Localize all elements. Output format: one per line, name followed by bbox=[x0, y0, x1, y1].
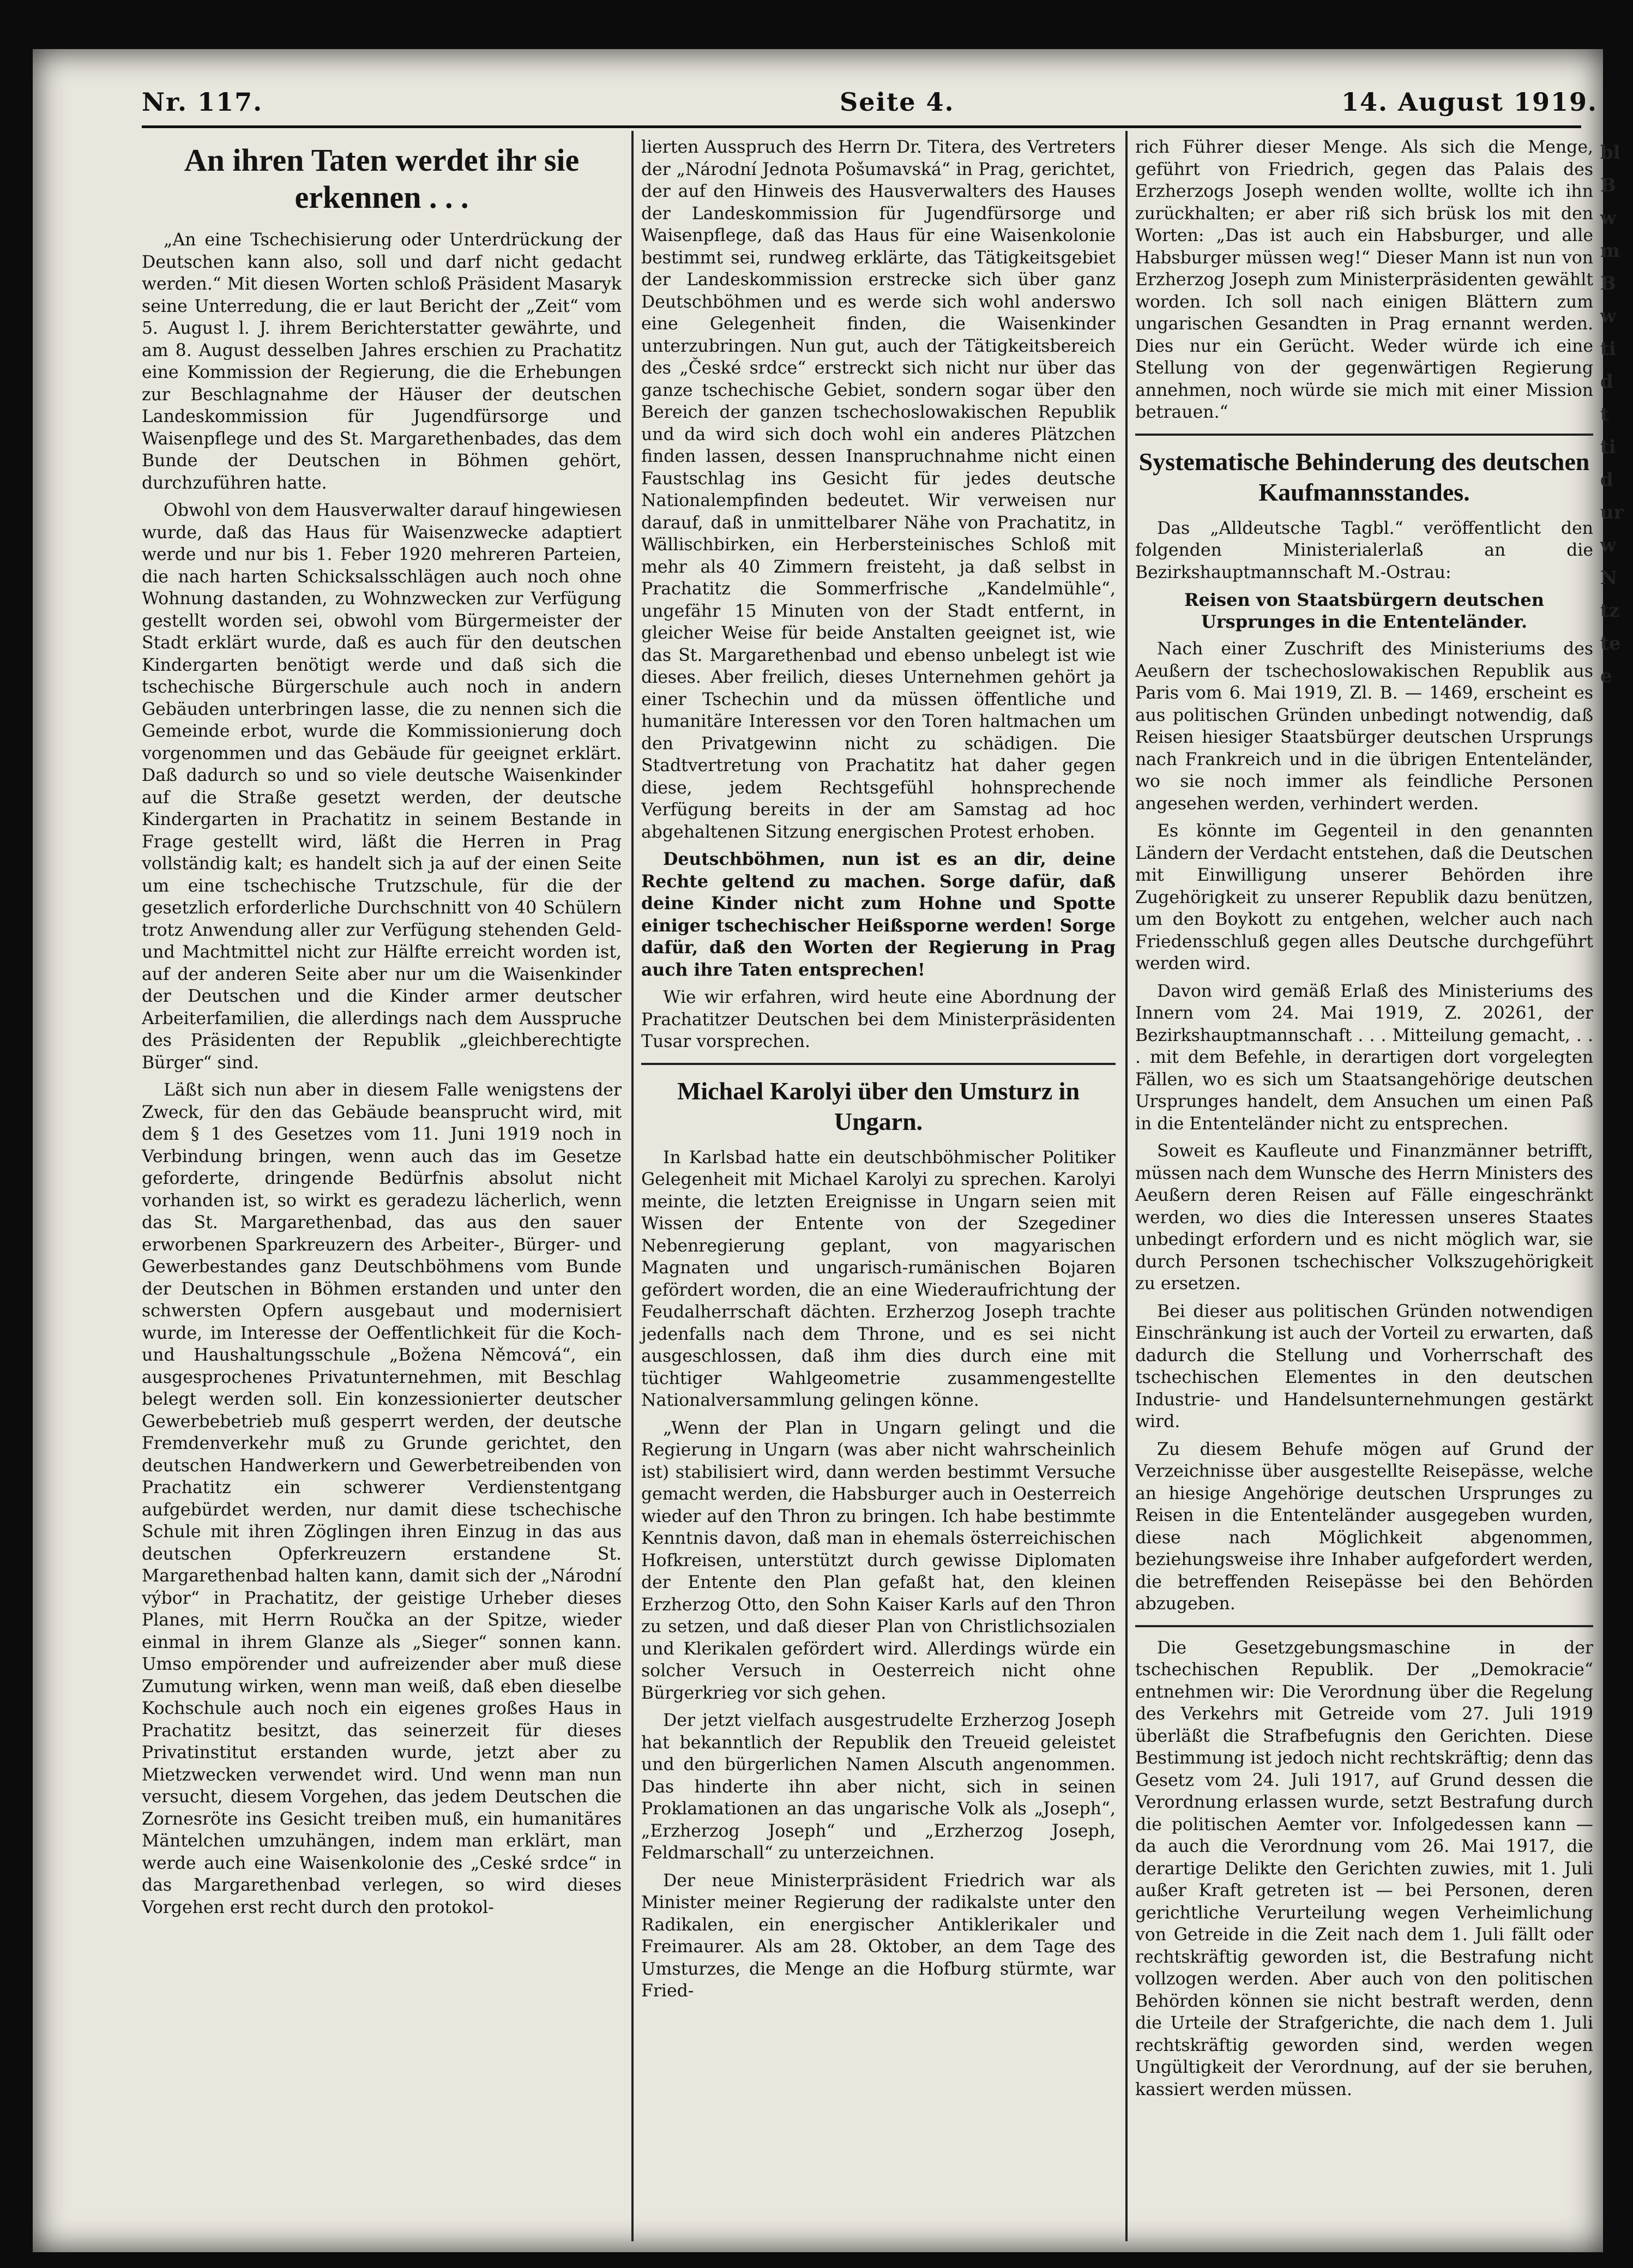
article-separator bbox=[1135, 434, 1593, 436]
edge-fragment: ti bbox=[1600, 436, 1616, 458]
paragraph: Der jetzt vielfach ausgestrudelte Erzherzog Joseph hat bekanntlich der Republik den Treueid geleistet und den bürgerlichen Namen Alscuth angenommen. Das hinderte ihn aber nicht, sich in seinen Proklamationen an das ungarische Volk als „Joseph“, „Erzherzog Joseph“ und „Erzherzog Joseph, Feldmarschall“ zu unterzeichnen. bbox=[641, 1711, 1116, 1863]
paragraph: Obwohl von dem Hausverwalter darauf hingewiesen wurde, daß das Haus für Waisenzwecke adaptiert werde und nur bis 1. Feber 1920 mehreren Parteien, die nach harten Schicksalsschlägen auch noch ohne Wohnung dastanden, zu Wohnzwecken zur Verfügung gestellt worden sei, obwohl vom Bürgermeister der Stadt erklärt wurde, daß es auch für den deutschen Kindergarten benötigt werde und daß sich die tschechische Bürgerschule auch noch in andern Gebäuden unterbringen lasse, die zu nennen sich die Gemeinde erbot, wurde die Kommissionierung doch vorgenommen und das Gebäude für geeignet erklärt. Daß dadurch so und so viele deutsche Waisenkinder auf die Straße gesetzt werden, der deutsche Kindergarten in Prachatitz in seinem Bestande in Frage gestellt wird, läßt die Herren in Prag vollständig kalt; es handelt sich ja auf der einen Seite um eine tschechische Trutzschule, für die der gesetzlich erforderliche Durchschnitt von 40 Schülern trotz Anwendung aller zur Verfügung stehenden Geld- und Machtmittel nicht zur Hälfte erreicht worden ist, auf der anderen Seite aber nur um die Waisenkinder der Deutschen und die Kinder armer deutscher Arbeiterfamilien, die allerdings nach dem Ausspruche des Präsidenten der Republik „gleichberechtigte Bürger“ sind. bbox=[142, 501, 622, 1073]
article-separator bbox=[1135, 1625, 1593, 1627]
paragraph: „An eine Tschechisierung oder Unterdrückung der Deutschen kann also, soll und darf nicht gedacht werden.“ Mit diesen Worten schloß Präsident Masaryk seine Unterredung, die er laut Bericht der „Zeit“ vom 5. August l. J. ihrem Berichterstatter gewährte, und am 8. August desselben Jahres erschien zu Prachatitz eine Kommission der Regierung, die die Erhebungen zur Beschlagnahme der Häuser der deutschen Landeskommission für Jugendfürsorge und Waisenpflege und des St. Margarethenbades, das dem Bunde der Deutschen in Böhmen gehört, durchzuführen hatte. bbox=[142, 230, 622, 493]
paragraph: Davon wird gemäß Erlaß des Ministeriums des Innern vom 24. Mai 1919, Z. 20261, der Bezirkshauptmannschaft . . . Mitteilung gemacht, . . . mit dem Befehle, in derartigen dort vorgelegten Fällen, wo es sich um Staatsangehörige deutschen Ursprunges handelt, dem Ansuchen um einen Paß in die Ententeländer nicht zu entsprechen. bbox=[1135, 981, 1593, 1134]
paragraph: lierten Ausspruch des Herrn Dr. Titera, des Vertreters der „Národní Jednota Pošumavská“ in Prag, gerichtet, der auf den Hinweis des Hausverwalters des Hauses der Landeskommission für Jugendfürsorge und Waisenpflege, daß das Haus für eine Waisenkolonie bestimmt sei, rundweg erklärte, das Tätigkeitsgebiet der Landeskommission erstrecke sich über ganz Deutschböhmen und es werde sich wohl anderswo eine Gelegenheit finden, die Waisenkinder unterzubringen. Nun gut, auch der Tätigkeitsbereich des „České srdce“ erstreckt sich nicht nur über das ganze tschechische Gebiet, sondern sogar über den Bereich der ganzen tschechoslowakischen Republik und da wird sich doch wohl ein anderes Plätzchen finden lassen, dessen Inanspruchnahme nicht einen Faustschlag ins Gesicht für jedes deutsche Nationalempfinden bedeutet. Wir verweisen nur darauf, daß in unmittelbarer Nähe von Prachatitz, in Wällischbirken, ein Herbersteinisches Schloß mit mehr als 40 Zimmern freisteht, ja daß selbst in Prachatitz die Sommerfrische „Kandelmühle“, ungefähr 15 Minuten von der Stadt entfernt, in gleicher Weise für beide Anstalten geeignet ist, wie das St. Margarethenbad und ebenso unbelegt ist wie dieses. Aber freilich, dieses Unternehmen gehört ja einer Tschechin und da müssen öffentliche und humanitäre Interessen vor den Toren haltmachen um den Privatgewinn nicht zu schädigen. Die Stadtvertretung von Prachatitz hat daher gegen diese, jedem Rechtsgefühl hohnsprechende Verfügung bereits in der am Samstag ad hoc abgehaltenen Sitzung energischen Protest erhoben. bbox=[641, 137, 1116, 842]
adjacent-page-edge bbox=[1600, 136, 1633, 2209]
edge-fragment: te bbox=[1600, 633, 1621, 654]
edge-fragment: w bbox=[1600, 534, 1617, 556]
column-divider bbox=[631, 131, 634, 2241]
column-2 bbox=[641, 136, 1116, 2236]
paragraph: Zu diesem Behufe mögen auf Grund der Verzeichnisse über ausgestellte Reisepässe, welche an hiesige Angehörige deutschen Ursprunges zu Reisen in die Ententeländer ausgegeben wurden, diese nach Möglichkeit abgenommen, beziehungsweise ihre Inhaber aufgefordert werden, die betreffenden Reisepässe bei den Behörden abzugeben. bbox=[1135, 1439, 1593, 1614]
article-separator bbox=[641, 1063, 1116, 1065]
appeal-paragraph: Deutschböhmen, nun ist es an dir, deine Rechte geltend zu machen. Sorge dafür, daß deine Kinder nicht zum Hohne und Spotte einiger tschechischer Heißsporne werden! Sorge dafür, daß den Worten der Regierung in Prag auch ihre Taten entsprechen! bbox=[641, 849, 1116, 980]
edge-fragment: m bbox=[1600, 240, 1620, 262]
edge-fragment: w bbox=[1600, 207, 1617, 229]
paragraph: Läßt sich nun aber in diesem Falle wenigstens der Zweck, für den das Gebäude beansprucht wird, mit dem § 1 des Gesetzes vom 11. Juni 1919 noch in Verbindung bringen, wenn auch das im Gesetze geforderte, dringende Bedürfnis absolut nicht vorhanden ist, so wirkt es geradezu lächerlich, wenn das St. Margarethenbad, das aus den sauer erworbenen Sparkreuzern des Arbeiter-, Bürger- und Gewerbestandes ganz Deutschböhmens vom Bunde der Deutschen in Böhmen erstanden und unter den schwersten Opfern ausgebaut und modernisiert wurde, im Interesse der Oeffentlichkeit für die Koch- und Haushaltungsschule „Božena Němcová“, ein ausgesprochenes Privatunternehmen, mit Beschlag belegt werden soll. Ein konzessionierter deutscher Gewerbebetrieb muß gesperrt werden, der deutsche Fremdenverkehr muß zu Grunde gerichtet, den deutschen Handwerkern und Gewerbetreibenden von Prachatitz ein schwerer Verdienstentgang aufgebürdet werden, nur damit diese tschechische Schule mit ihren Zöglingen ihren Einzug in das aus deutschen Opferkreuzern erstandene St. Margarethenbad halten kann, damit sich der „Národní výbor“ in Prachatitz, der geistige Urheber dieses Planes, mit Herrn Roučka an der Spitze, wieder einmal in ihrem Glanze als „Sieger“ sonnen kann. Umso empörender und aufreizender aber muß diese Zumutung wirken, wenn man weiß, daß eben dieselbe Kochschule auch noch ein eigenes großes Haus in Prachatitz besitzt, das seinerzeit für dieses Privatinstitut erstanden wurde, jetzt aber zu Mietzwecken verwendet wird. Und wenn man nun versucht, diesem Vorgehen, das jedem Deutschen die Zornesröte ins Gesicht treiben muß, ein humanitäres Mäntelchen umzuhängen, indem man erklärt, man werde auch eine Waisenkolonie des „Ceské srdce“ in das Margarethenbad verlegen, so wird dieses Vorgehen erst recht durch den protokol- bbox=[142, 1080, 622, 1917]
paragraph: Bei dieser aus politischen Gründen notwendigen Einschränkung ist auch der Vorteil zu erwarten, daß dadurch die Stellung und Vorherrschaft des tschechischen Elementes in den deutschen Industrie- und Handelsunternehmungen gestärkt wird. bbox=[1135, 1301, 1593, 1431]
paragraph: „Wenn der Plan in Ungarn gelingt und die Regierung in Ungarn (was aber nicht wahrscheinlich ist) stabilisiert wird, dann werden bestimmt Versuche gemacht werden, die Habsburger auch in Oesterreich wieder auf den Thron zu bringen. Ich habe bestimmte Kenntnis davon, daß man in ehemals österreichischen Hofkreisen, unterstützt durch gewisse Diplomaten der Entente den Plan gefaßt hat, den kleinen Erzherzog Otto, den Sohn Kaiser Karls auf den Thron zu setzen, und daß dieser Plan von Christlichsozialen und Klerikalen gefördert wird. Allerdings würde ein solcher Versuch in Oesterreich nicht ohne Bürgerkrieg vor sich gehen. bbox=[641, 1418, 1116, 1703]
edge-fragment: N bbox=[1600, 567, 1618, 589]
edge-fragment: ur bbox=[1600, 502, 1624, 524]
edge-fragment: ti bbox=[1600, 338, 1616, 360]
paragraph: Soweit es Kaufleute und Finanzmänner betrifft, müssen nach dem Wunsche des Herrn Ministers des Aeußern deren Reisen auf Fälle eingeschränkt werden, wo dies die Interessen unseres Staates unbedingt erfordern und es nicht möglich war, sie durch Personen tschechischer Volkszugehörigkeit zu ersetzen. bbox=[1135, 1141, 1593, 1294]
article-title-taten: An ihren Taten werdet ihr sie erkennen . . . bbox=[184, 142, 580, 215]
paragraph: rich Führer dieser Menge. Als sich die Menge, geführt von Friedrich, gegen das Palais des Erzherzogs Joseph wenden wollte, wollte ich ihn zurückhalten; er aber riß sich brüsk los mit den Worten: „Das ist auch ein Habsburger, und alle Habsburger müssen weg!“ Dieser Mann ist nun von Erzherzog Joseph zum Ministerpräsidenten gewählt worden. Ich soll nach einigen Blättern zum ungarischen Gesandten in Prag ernannt werden. Dies nur ein Gerücht. Weder würde ich eine Stellung von der gegenwärtigen Regierung annehmen, noch würde sie mich mit einer Mission betrauen.“ bbox=[1135, 137, 1593, 422]
paragraph: Nach einer Zuschrift des Ministeriums des Aeußern der tschechoslowakischen Republik aus Paris vom 6. Mai 1919, Zl. B. — 1469, erscheint es aus politischen Gründen unbedingt notwendig, daß Reisen hiesiger Staatsbürger deutschen Ursprungs nach Frankreich und in die übrigen Ententeländer, wo sie noch immer als feindliche Personen angesehen werden, verhindert werden. bbox=[1135, 639, 1593, 814]
edge-fragment: B bbox=[1600, 273, 1616, 294]
article-title-karolyi: Michael Karolyi über den Umsturz in Ungarn. bbox=[677, 1076, 1080, 1135]
issue-number: Nr. 117. bbox=[142, 87, 263, 117]
article-title-behinderung: Systematische Behinderung des deutschen Kaufmannsstandes. bbox=[1138, 447, 1590, 506]
column-1 bbox=[142, 136, 622, 2236]
column-divider bbox=[1125, 131, 1128, 2241]
decree-subtitle: Reisen von Staatsbürgern deutschen Ursprunges in die Ententeländer. bbox=[1184, 589, 1545, 632]
paragraph: Der neue Ministerpräsident Friedrich war als Minister meiner Regierung der radikalste unter den Radikalen, ein energischer Antiklerikaler und Freimaurer. Als am 28. Oktober, an dem Tage des Umsturzes, die Menge an die Hofburg stürmte, war Fried- bbox=[641, 1870, 1116, 2001]
paragraph: Das „Alldeutsche Tagbl.“ veröffentlicht den folgenden Ministerialerlaß an die Bezirkshauptmannschaft M.-Ostrau: bbox=[1135, 518, 1593, 582]
newspaper-page bbox=[33, 49, 1624, 2252]
edge-fragment: B bbox=[1600, 175, 1616, 196]
edge-fragment: d bbox=[1600, 371, 1613, 393]
column-3 bbox=[1135, 136, 1593, 2236]
header-rule bbox=[142, 125, 1581, 128]
issue-date: 14. August 1919. bbox=[1341, 87, 1598, 117]
edge-fragment: e bbox=[1600, 665, 1612, 687]
edge-fragment: t bbox=[1600, 404, 1609, 425]
paragraph: Es könnte im Gegenteil in den genannten Ländern der Verdacht entstehen, daß die Deutschen mit Einwilligung unserer Behörden ihre Zugehörigkeit zu unserer Republik dazu benützen, um den Boykott zu entgehen, welcher auch nach Friedensschluß gegen alles Deutsche durchgeführt werden wird. bbox=[1135, 821, 1593, 973]
edge-fragment: w bbox=[1600, 305, 1617, 327]
edge-fragment: tz bbox=[1600, 600, 1620, 622]
paragraph: Die Gesetzgebungsmaschine in der tschechischen Republik. Der „Demokracie“ entnehmen wir: Die Verordnung über die Regelung des Verkehrs mit Getreide vom 27. Juli 1919 überläßt die Strafbefugnis den Gerichten. Diese Bestimmung ist jedoch nicht rechtskräftig; denn das Gesetz vom 24. Juli 1917, auf Grund dessen die Verordnung erlassen wurde, setzt Bestrafung durch die politischen Aemter vor. Infolgedessen kann — da auch die Verordnung vom 26. Mai 1917, die derartige Delikte den Gerichten zuwies, mit 1. Juli außer Kraft getreten ist — bei Personen, deren gerichtliche Verurteilung wegen Verheimlichung von Getreide in die Zeit nach dem 1. Juli fällt oder rechtskräftig geworden ist, die Bestrafung nicht vollzogen werden. Aber auch von den politischen Behörden können sie nicht bestraft werden, denn die Urteile der Strafgerichte, die nach dem 1. Juli rechtskräftig geworden sind, werden wegen Ungültigkeit der Verordnung, auf der sie beruhen, kassiert werden müssen. bbox=[1135, 1638, 1593, 2099]
edge-fragment: bl bbox=[1600, 142, 1620, 164]
paragraph: In Karlsbad hatte ein deutschböhmischer Politiker Gelegenheit mit Michael Karolyi zu sprechen. Karolyi meinte, die letzten Ereignisse in Ungarn seien mit Wissen der Entente von der Szegediner Nebenregierung geplant, von magyarischen Magnaten und ungarisch-rumänischen Bojaren gefördert worden, die an eine Wiederaufrichtung der Feudalherrschaft dächten. Erzherzog Joseph trachte jedenfalls nach dem Throne, und es sei nicht ausgeschlossen, daß ihm dies durch eine mit tüchtiger Wahlgeometrie zusammengestellte Nationalversammlung gelingen könne. bbox=[641, 1147, 1116, 1410]
edge-fragment: d bbox=[1600, 469, 1613, 491]
paragraph: Wie wir erfahren, wird heute eine Abordnung der Prachatitzer Deutschen bei dem Ministerpräsidenten Tusar vorsprechen. bbox=[641, 988, 1116, 1051]
page-number: Seite 4. bbox=[840, 87, 955, 117]
